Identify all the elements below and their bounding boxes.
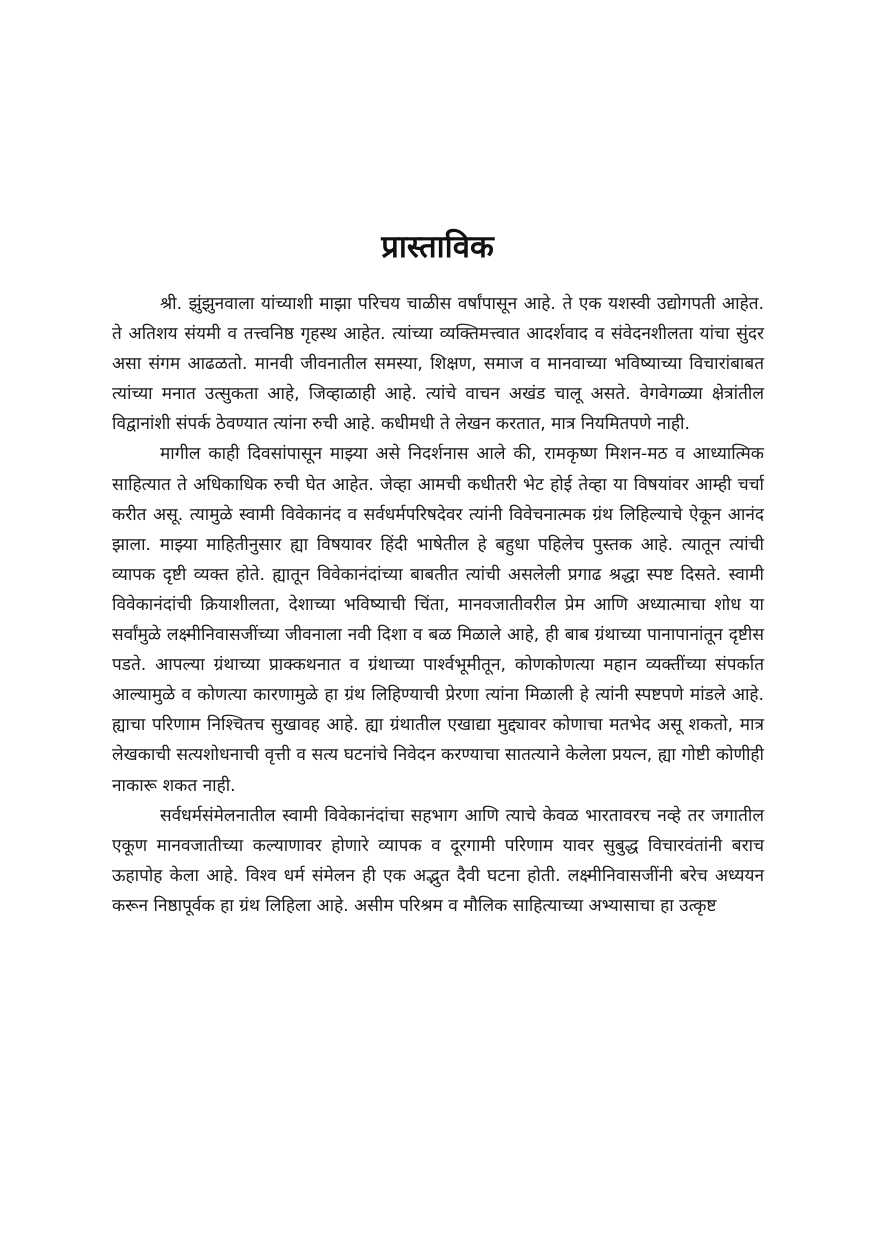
page-title: प्रास्ताविक — [381, 229, 494, 265]
paragraph-2: मागील काही दिवसांपासून माझ्या असे निदर्शनास आले की, रामकृष्ण मिशन-मठ व आध्यात्मिक साहित्यात ते अधिकाधिक रुची घेत आहेत. जेव्हा आमची कधीतरी भेट होई तेव्हा या विषयांवर आम्ही चर्चा करीत असू. त्यामुळे स्वामी विवेकानंद व सर्वधर्मपरिषदेवर त्यांनी विवेचनात्मक ग्रंथ लिहिल्याचे ऐकून आनंद झाला. माझ्या माहितीनुसार ह्या विषयावर हिंदी भाषेतील हे बहुधा पहिलेच पुस्तक आहे. त्यातून त्यांची व्यापक दृष्टी व्यक्त होते. ह्यातून विवेकानंदांच्या बाबतीत त्यांची असलेली प्रगाढ श्रद्धा स्पष्ट दिसते. स्वामी विवेकानंदांची क्रियाशीलता, देशाच्या भविष्याची चिंता, मानवजातीवरील प्रेम आणि अध्यात्माचा शोध या सर्वांमुळे लक्ष्मीनिवासजींच्या जीवनाला नवी दिशा व बळ मिळाले आहे, ही बाब ग्रंथाच्या पानापानांतून दृष्टीस पडते. आपल्या ग्रंथाच्या प्राक्कथनात व ग्रंथाच्या पार्श्वभूमीतून, कोणकोणत्या महान व्यक्तींच्या संपर्कात आल्यामुळे व कोणत्या कारणामुळे हा ग्रंथ लिहिण्याची प्रेरणा त्यांना मिळाली हे त्यांनी स्पष्टपणे मांडले आहे. ह्याचा परिणाम निश्चितच सुखावह आहे. ह्या ग्रंथातील एखाद्या मुद्द्यावर कोणाचा मतभेद असू शकतो, मात्र लेखकाची सत्यशोधनाची वृत्ती व सत्य घटनांचे निवेदन करण्याचा सातत्याने केलेला प्रयत्न, ह्या गोष्टी कोणीही नाकारू शकत नाही. — [112, 444, 765, 796]
paragraph-3: सर्वधर्मसंमेलनातील स्वामी विवेकानंदांचा सहभाग आणि त्याचे केवळ भारतावरच नव्हे तर जगातील एकूण मानवजातीच्या कल्याणावर होणारे व्यापक व दूरगामी परिणाम यावर सुबुद्ध विचारवंतांनी बराच ऊहापोह केला आहे. विश्व धर्म संमेलन ही एक अद्भुत दैवी घटना होती. लक्ष्मीनिवासजींनी बरेच अध्ययन करून निष्ठापूर्वक हा ग्रंथ लिहिला आहे. असीम परिश्रम व मौलिक साहित्याच्या अभ्यासाचा हा उत्कृष्ट — [112, 805, 764, 916]
paragraph-1: श्री. झुंझुनवाला यांच्याशी माझा परिचय चाळीस वर्षांपासून आहे. ते एक यशस्वी उद्योगपती आहेत. ते अतिशय संयमी व तत्त्वनिष्ठ गृहस्थ आहेत. त्यांच्या व्यक्तिमत्त्वात आदर्शवाद व संवेदनशीलता यांचा सुंदर असा संगम आढळतो. मानवी जीवनातील समस्या, शिक्षण, समाज व मानवाच्या भविष्याच्या विचारांबाबत त्यांच्या मनात उत्सुकता आहे, जिव्हाळाही आहे. त्यांचे वाचन अखंड चालू असते. वेगवेगळ्या क्षेत्रांतील विद्वानांशी संपर्क ठेवण्यात त्यांना रुची आहे. कधीमधी ते लेखन करतात, मात्र नियमितपणे नाही. — [112, 294, 764, 435]
body-text — [112, 289, 764, 921]
